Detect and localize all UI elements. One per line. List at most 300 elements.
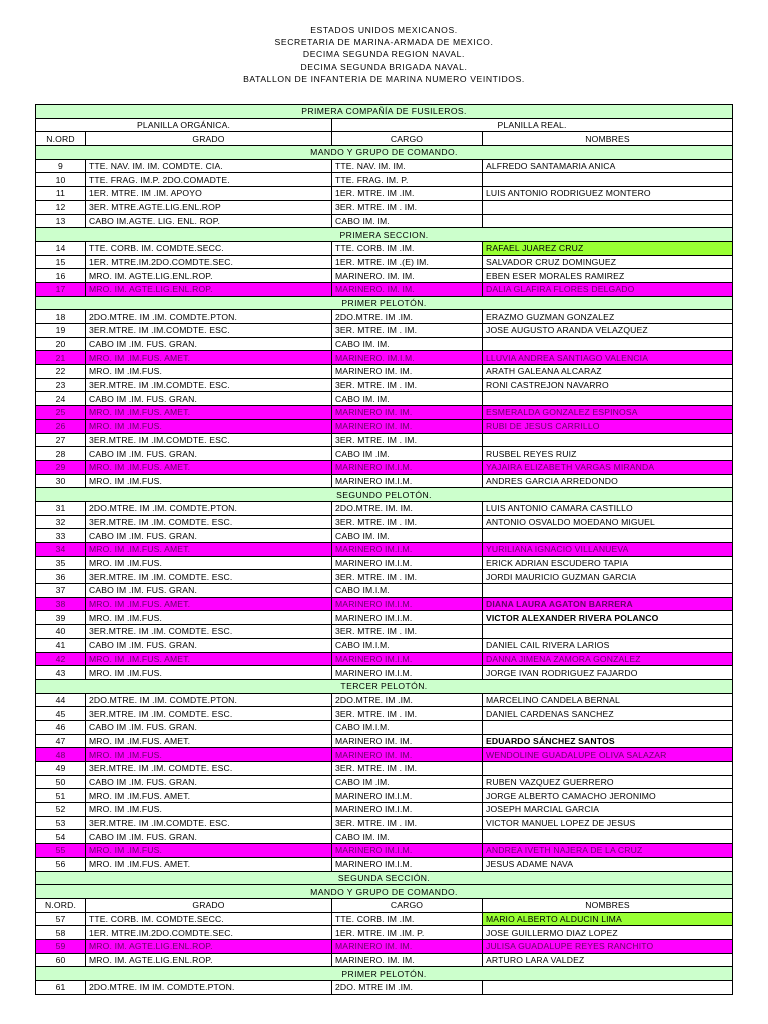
cell-nord: 17 (36, 282, 86, 296)
cell-nord: 57 (36, 912, 86, 926)
cell-nord: 51 (36, 789, 86, 803)
col-header-nombres: NOMBRES (483, 898, 733, 912)
cell-nord: 13 (36, 214, 86, 228)
cell-nombre: JORDI MAURICIO GUZMAN GARCIA (483, 570, 733, 584)
cell-nord: 52 (36, 803, 86, 817)
table-row (36, 556, 733, 570)
table-row (36, 734, 733, 748)
cell-grado: 3ER.MTRE. IM .IM.COMDTE. ESC. (86, 324, 332, 338)
header-line: DECIMA SEGUNDA REGION NAVAL. (302, 49, 466, 60)
cell-nord: 19 (36, 324, 86, 338)
column-header-row (36, 132, 733, 146)
cell-cargo: CABO IM. IM. (332, 830, 483, 844)
cell-grado: 3ER.MTRE. IM .IM. COMDTE. ESC. (86, 625, 332, 639)
cell-nord: 45 (36, 707, 86, 721)
cell-cargo: MARINERO IM.I.M. (332, 789, 483, 803)
cell-nombre: DIANA LAURA AGATON BARRERA (483, 597, 733, 611)
col-header-nord: N.ORD (36, 132, 86, 146)
cell-nombre: ALFREDO SANTAMARIA ANICA (483, 159, 733, 173)
cell-cargo: 1ER. MTRE. IM .IM. (332, 187, 483, 201)
table-row (36, 584, 733, 598)
cell-nord: 54 (36, 830, 86, 844)
cell-grado: 3ER.MTRE. IM .IM. COMDTE. ESC. (86, 515, 332, 529)
cell-grado: 3ER.MTRE. IM .IM.COMDTE. ESC. (86, 816, 332, 830)
table-row (36, 378, 733, 392)
table-row (36, 543, 733, 557)
header-line: SECRETARIA DE MARINA-ARMADA DE MEXICO. (274, 37, 494, 48)
cell-grado: 1ER. MTRE.IM.2DO.COMDTE.SEC. (86, 926, 332, 940)
cell-nord: 42 (36, 652, 86, 666)
cell-nord: 43 (36, 666, 86, 680)
col-header-grado: GRADO (86, 132, 332, 146)
cell-nombre (483, 584, 733, 598)
cell-nombre: EDUARDO SÁNCHEZ SANTOS (483, 734, 733, 748)
cell-grado: CABO IM .IM. FUS. GRAN. (86, 447, 332, 461)
cell-grado: MRO. IM. AGTE.LIG.ENL.ROP. (86, 269, 332, 283)
cell-grado: 1ER. MTRE. IM .IM. APOYO (86, 187, 332, 201)
cell-grado: CABO IM .IM. FUS. GRAN. (86, 720, 332, 734)
table-row (36, 269, 733, 283)
cell-nord: 16 (36, 269, 86, 283)
cell-cargo: MARINERO IM.I.M. (332, 857, 483, 871)
table-row (36, 529, 733, 543)
table-row (36, 501, 733, 515)
cell-grado: 2DO.MTRE. IM .IM. COMDTE.PTON. (86, 310, 332, 324)
section-header-row (36, 871, 733, 885)
col-header-nombres: NOMBRES (483, 132, 733, 146)
cell-cargo: MARINERO. IM. IM. (332, 953, 483, 967)
cell-nord: 56 (36, 857, 86, 871)
cell-grado: 3ER.MTRE. IM .IM. COMDTE. ESC. (86, 707, 332, 721)
cell-grado: 2DO.MTRE. IM IM. COMDTE.PTON. (86, 981, 332, 995)
cell-nord: 21 (36, 351, 86, 365)
cell-nord: 11 (36, 187, 86, 201)
cell-nord: 49 (36, 762, 86, 776)
cell-nombre: JOSEPH MARCIAL GARCIA (483, 803, 733, 817)
table-row (36, 775, 733, 789)
cell-nombre: ERICK ADRIAN ESCUDERO TAPIA (483, 556, 733, 570)
cell-cargo: MARINERO IM.I.M. (332, 844, 483, 858)
cell-nord: 46 (36, 720, 86, 734)
table-row (36, 433, 733, 447)
cell-nord: 39 (36, 611, 86, 625)
cell-nombre (483, 529, 733, 543)
cell-grado: MRO. IM .IM.FUS. AMET. (86, 543, 332, 557)
table-row (36, 816, 733, 830)
cell-grado: MRO. IM. AGTE.LIG.ENL.ROP. (86, 953, 332, 967)
cell-cargo: MARINERO IM. IM. (332, 939, 483, 953)
table-row (36, 241, 733, 255)
table-row (36, 282, 733, 296)
cell-grado: 2DO.MTRE. IM .IM. COMDTE.PTON. (86, 693, 332, 707)
section-header-row (36, 146, 733, 160)
cell-nombre (483, 214, 733, 228)
cell-nord: 26 (36, 419, 86, 433)
cell-nombre: LUIS ANTONIO RODRIGUEZ MONTERO (483, 187, 733, 201)
table-row (36, 200, 733, 214)
cell-nord: 37 (36, 584, 86, 598)
section-header-row (36, 885, 733, 899)
section-title: PRIMER PELOTÓN. (36, 296, 733, 310)
cell-grado: MRO. IM .IM.FUS. AMET. (86, 734, 332, 748)
section-title: TERCER PELOTÓN. (36, 679, 733, 693)
cell-grado: CABO IM .IM. FUS. GRAN. (86, 775, 332, 789)
cell-nord: 28 (36, 447, 86, 461)
cell-grado: TTE. CORB. IM. COMDTE.SECC. (86, 241, 332, 255)
cell-nombre: YAJAIRA ELIZABETH VARGAS MIRANDA (483, 460, 733, 474)
cell-nombre (483, 200, 733, 214)
document-header (0, 24, 768, 85)
table-row (36, 351, 733, 365)
section-title: SEGUNDA SECCIÓN. (36, 871, 733, 885)
cell-nombre: YURILIANA IGNACIO VILLANUEVA (483, 543, 733, 557)
cell-grado: 3ER.MTRE. IM .IM. COMDTE. ESC. (86, 570, 332, 584)
table-row (36, 803, 733, 817)
table-row (36, 597, 733, 611)
cell-nombre (483, 720, 733, 734)
section-title: SEGUNDO PELOTÓN. (36, 488, 733, 502)
section-title: PRIMER PELOTÓN. (36, 967, 733, 981)
roster-table (35, 104, 733, 995)
plantilla-real-label: PLANILLA REAL. (332, 118, 733, 132)
section-title: MANDO Y GRUPO DE COMANDO. (36, 885, 733, 899)
header-line: DECIMA SEGUNDA BRIGADA NAVAL. (300, 61, 468, 72)
cell-nombre: DANNA JIMENA ZAMORA GONZALEZ (483, 652, 733, 666)
cell-grado: MRO. IM .IM.FUS. (86, 556, 332, 570)
col-header-nord: N.ORD. (36, 898, 86, 912)
table-row (36, 762, 733, 776)
cell-nombre: RUBI DE JESUS CARRILLO (483, 419, 733, 433)
roster-body (36, 105, 733, 995)
cell-nombre: JULISA GUADALUPE REYES RANCHITO (483, 939, 733, 953)
cell-nombre (483, 392, 733, 406)
table-row (36, 324, 733, 338)
cell-cargo: MARINERO IM. IM. (332, 419, 483, 433)
cell-nombre: JOSE GUILLERMO DIAZ LOPEZ (483, 926, 733, 940)
table-row (36, 981, 733, 995)
cell-nord: 31 (36, 501, 86, 515)
cell-grado: MRO. IM .IM.FUS. (86, 419, 332, 433)
cell-cargo: CABO IM. IM. (332, 214, 483, 228)
cell-nombre: RONI CASTREJON NAVARRO (483, 378, 733, 392)
section-header-row (36, 228, 733, 242)
table-row (36, 789, 733, 803)
cell-cargo: 3ER. MTRE. IM . IM. (332, 816, 483, 830)
table-row (36, 693, 733, 707)
cell-nombre: JORGE ALBERTO CAMACHO JERONIMO (483, 789, 733, 803)
cell-cargo: MARINERO. IM. IM. (332, 269, 483, 283)
cell-cargo: 3ER. MTRE. IM . IM. (332, 625, 483, 639)
cell-cargo: CABO IM. IM. (332, 337, 483, 351)
cell-nombre: DALIA GLAFIRA FLORES DELGADO (483, 282, 733, 296)
section-title: PRIMERA SECCION. (36, 228, 733, 242)
cell-cargo: CABO IM .IM. (332, 775, 483, 789)
plantilla-organica-label: PLANILLA ORGÁNICA. (36, 118, 332, 132)
cell-grado: MRO. IM .IM.FUS. (86, 844, 332, 858)
cell-nord: 15 (36, 255, 86, 269)
header-line: ESTADOS UNIDOS MEXICANOS. (310, 25, 458, 35)
cell-nombre: VICTOR MANUEL LOPEZ DE JESUS (483, 816, 733, 830)
cell-nord: 61 (36, 981, 86, 995)
table-row (36, 857, 733, 871)
cell-nord: 60 (36, 953, 86, 967)
header-line: BATALLON DE INFANTERIA DE MARINA NUMERO VEINTIDOS. (243, 73, 525, 84)
cell-cargo: CABO IM.I.M. (332, 638, 483, 652)
cell-cargo: CABO IM.I.M. (332, 584, 483, 598)
cell-nord: 58 (36, 926, 86, 940)
cell-grado: CABO IM .IM. FUS. GRAN. (86, 584, 332, 598)
cell-grado: CABO IM .IM. FUS. GRAN. (86, 392, 332, 406)
cell-nombre: ANTONIO OSVALDO MOEDANO MIGUEL (483, 515, 733, 529)
table-row (36, 419, 733, 433)
cell-cargo: MARINERO IM.I.M. (332, 803, 483, 817)
cell-grado: CABO IM.AGTE. LIG. ENL. ROP. (86, 214, 332, 228)
column-header-row (36, 898, 733, 912)
cell-cargo: 3ER. MTRE. IM . IM. (332, 515, 483, 529)
cell-cargo: MARINERO IM.I.M. (332, 666, 483, 680)
section-header-row (36, 105, 733, 119)
cell-nombre: DANIEL CAIL RIVERA LARIOS (483, 638, 733, 652)
cell-grado: TTE. NAV. IM. IM. COMDTE. CIA. (86, 159, 332, 173)
section-header-row (36, 488, 733, 502)
table-row (36, 214, 733, 228)
cell-nombre: MARCELINO CANDELA BERNAL (483, 693, 733, 707)
table-row (36, 926, 733, 940)
cell-nord: 38 (36, 597, 86, 611)
cell-nombre (483, 762, 733, 776)
cell-cargo: MARINERO IM. IM. (332, 365, 483, 379)
cell-cargo: MARINERO IM.I.M. (332, 652, 483, 666)
table-row (36, 515, 733, 529)
cell-nord: 41 (36, 638, 86, 652)
cell-nord: 44 (36, 693, 86, 707)
cell-cargo: 3ER. MTRE. IM . IM. (332, 707, 483, 721)
table-row (36, 570, 733, 584)
cell-nord: 40 (36, 625, 86, 639)
section-header-row (36, 296, 733, 310)
cell-cargo: MARINERO IM. IM. (332, 406, 483, 420)
cell-cargo: MARINERO IM.I.M. (332, 611, 483, 625)
cell-nombre: RAFAEL JUAREZ CRUZ (483, 241, 733, 255)
cell-cargo: CABO IM.I.M. (332, 720, 483, 734)
cell-grado: CABO IM .IM. FUS. GRAN. (86, 638, 332, 652)
table-row (36, 625, 733, 639)
cell-cargo: 2DO. MTRE IM .IM. (332, 981, 483, 995)
cell-nombre: ARATH GALEANA ALCARAZ (483, 365, 733, 379)
cell-cargo: 3ER. MTRE. IM . IM. (332, 570, 483, 584)
cell-nord: 14 (36, 241, 86, 255)
cell-nord: 32 (36, 515, 86, 529)
cell-nord: 33 (36, 529, 86, 543)
cell-cargo: MARINERO IM.I.M. (332, 597, 483, 611)
section-title: MANDO Y GRUPO DE COMANDO. (36, 146, 733, 160)
cell-grado: MRO. IM .IM.FUS. (86, 611, 332, 625)
section-header-row (36, 679, 733, 693)
cell-cargo: MARINERO IM.I.M. (332, 474, 483, 488)
cell-nombre: MARIO ALBERTO ALDUCIN LIMA (483, 912, 733, 926)
cell-nombre: SALVADOR CRUZ DOMINGUEZ (483, 255, 733, 269)
cell-nord: 36 (36, 570, 86, 584)
cell-cargo: TTE. NAV. IM. IM. (332, 159, 483, 173)
table-row (36, 652, 733, 666)
cell-nombre: JOSE AUGUSTO ARANDA VELAZQUEZ (483, 324, 733, 338)
cell-cargo: CABO IM .IM. (332, 447, 483, 461)
cell-cargo: 3ER. MTRE. IM . IM. (332, 378, 483, 392)
section-title: PRIMERA COMPAÑÍA DE FUSILEROS. (36, 105, 733, 119)
cell-grado: 3ER. MTRE.AGTE.LIG.ENL.ROP (86, 200, 332, 214)
cell-grado: MRO. IM .IM.FUS. AMET. (86, 351, 332, 365)
cell-nombre (483, 337, 733, 351)
cell-nombre: ESMERALDA GONZALEZ ESPINOSA (483, 406, 733, 420)
cell-nord: 30 (36, 474, 86, 488)
cell-grado: TTE. FRAG. IM.P. 2DO.COMADTE. (86, 173, 332, 187)
cell-nord: 12 (36, 200, 86, 214)
cell-nord: 27 (36, 433, 86, 447)
cell-cargo: 3ER. MTRE. IM . IM. (332, 433, 483, 447)
cell-grado: MRO. IM .IM.FUS. (86, 474, 332, 488)
cell-nord: 59 (36, 939, 86, 953)
cell-nombre: LUIS ANTONIO CAMARA CASTILLO (483, 501, 733, 515)
cell-cargo: 1ER. MTRE. IM .(E) IM. (332, 255, 483, 269)
table-row (36, 310, 733, 324)
plantilla-row (36, 118, 733, 132)
table-row (36, 638, 733, 652)
cell-nombre: ERAZMO GUZMAN GONZALEZ (483, 310, 733, 324)
table-row (36, 187, 733, 201)
cell-nombre: RUBEN VAZQUEZ GUERRERO (483, 775, 733, 789)
table-row (36, 392, 733, 406)
cell-nombre: WENDOLINE GUADALUPE OLIVA SALAZAR (483, 748, 733, 762)
cell-nombre: RUSBEL REYES RUIZ (483, 447, 733, 461)
table-row (36, 365, 733, 379)
cell-grado: MRO. IM. AGTE.LIG.ENL.ROP. (86, 282, 332, 296)
cell-nord: 9 (36, 159, 86, 173)
cell-nord: 55 (36, 844, 86, 858)
cell-nombre: ANDREA IVETH NAJERA DE LA CRUZ (483, 844, 733, 858)
cell-cargo: TTE. CORB. IM .IM. (332, 912, 483, 926)
cell-cargo: MARINERO IM.I.M. (332, 556, 483, 570)
cell-nombre: EBEN ESER MORALES RAMIREZ (483, 269, 733, 283)
cell-nombre: ARTURO LARA VALDEZ (483, 953, 733, 967)
cell-grado: MRO. IM .IM.FUS. AMET. (86, 652, 332, 666)
section-header-row (36, 967, 733, 981)
table-row (36, 337, 733, 351)
table-row (36, 844, 733, 858)
cell-grado: MRO. IM .IM.FUS. AMET. (86, 857, 332, 871)
cell-grado: MRO. IM .IM.FUS. AMET. (86, 460, 332, 474)
table-row (36, 447, 733, 461)
cell-grado: 1ER. MTRE.IM.2DO.COMDTE.SEC. (86, 255, 332, 269)
table-row (36, 707, 733, 721)
table-row (36, 611, 733, 625)
cell-cargo: CABO IM. IM. (332, 529, 483, 543)
cell-grado: 3ER.MTRE. IM .IM. COMDTE. ESC. (86, 762, 332, 776)
cell-grado: MRO. IM .IM.FUS. AMET. (86, 597, 332, 611)
cell-grado: CABO IM .IM. FUS. GRAN. (86, 529, 332, 543)
cell-cargo: MARINERO IM. IM. (332, 734, 483, 748)
cell-nord: 24 (36, 392, 86, 406)
cell-cargo: 3ER. MTRE. IM . IM. (332, 762, 483, 776)
cell-grado: MRO. IM .IM.FUS. (86, 365, 332, 379)
cell-cargo: TTE. CORB. IM .IM. (332, 241, 483, 255)
cell-nord: 29 (36, 460, 86, 474)
table-row (36, 748, 733, 762)
cell-nord: 35 (36, 556, 86, 570)
cell-cargo: 3ER. MTRE. IM . IM. (332, 200, 483, 214)
cell-cargo: 2DO.MTRE. IM .IM. (332, 310, 483, 324)
cell-cargo: MARINERO IM.I.M. (332, 460, 483, 474)
cell-cargo: MARINERO IM.I.M. (332, 543, 483, 557)
cell-nord: 34 (36, 543, 86, 557)
cell-cargo: MARINERO IM. IM. (332, 748, 483, 762)
cell-nord: 47 (36, 734, 86, 748)
col-header-cargo: CARGO (332, 132, 483, 146)
cell-grado: MRO. IM .IM.FUS. (86, 748, 332, 762)
table-row (36, 159, 733, 173)
table-row (36, 953, 733, 967)
cell-cargo: 3ER. MTRE. IM . IM. (332, 324, 483, 338)
cell-cargo: 2DO.MTRE. IM .IM. (332, 693, 483, 707)
table-row (36, 666, 733, 680)
table-row (36, 173, 733, 187)
cell-nombre: LLUVIA ANDREA SANTIAGO VALENCIA (483, 351, 733, 365)
cell-nombre (483, 625, 733, 639)
cell-nord: 20 (36, 337, 86, 351)
table-row (36, 255, 733, 269)
cell-grado: CABO IM .IM. FUS. GRAN. (86, 830, 332, 844)
cell-grado: 3ER.MTRE. IM .IM.COMDTE. ESC. (86, 433, 332, 447)
cell-nombre (483, 830, 733, 844)
table-row (36, 939, 733, 953)
cell-nombre (483, 981, 733, 995)
table-row (36, 406, 733, 420)
cell-grado: 3ER.MTRE. IM .IM.COMDTE. ESC. (86, 378, 332, 392)
cell-nombre: JORGE IVAN RODRIGUEZ FAJARDO (483, 666, 733, 680)
cell-grado: MRO. IM .IM.FUS. AMET. (86, 406, 332, 420)
cell-nombre (483, 433, 733, 447)
table-row (36, 460, 733, 474)
cell-grado: CABO IM .IM. FUS. GRAN. (86, 337, 332, 351)
cell-nord: 18 (36, 310, 86, 324)
cell-grado: MRO. IM .IM.FUS. AMET. (86, 789, 332, 803)
cell-nord: 53 (36, 816, 86, 830)
cell-nord: 10 (36, 173, 86, 187)
table-row (36, 912, 733, 926)
cell-cargo: TTE. FRAG. IM. P. (332, 173, 483, 187)
cell-nord: 50 (36, 775, 86, 789)
cell-nombre (483, 173, 733, 187)
table-row (36, 720, 733, 734)
cell-nombre: VICTOR ALEXANDER RIVERA POLANCO (483, 611, 733, 625)
cell-nord: 48 (36, 748, 86, 762)
cell-cargo: MARINERO. IM. IM. (332, 282, 483, 296)
cell-grado: MRO. IM .IM.FUS. (86, 666, 332, 680)
cell-grado: MRO. IM. AGTE.LIG.ENL.ROP. (86, 939, 332, 953)
cell-cargo: MARINERO. IM.I.M. (332, 351, 483, 365)
cell-cargo: 2DO.MTRE. IM. IM. (332, 501, 483, 515)
cell-nombre: JESUS ADAME NAVA (483, 857, 733, 871)
cell-nombre: DANIEL CARDENAS SANCHEZ (483, 707, 733, 721)
cell-nord: 23 (36, 378, 86, 392)
cell-nombre: ANDRES GARCIA ARREDONDO (483, 474, 733, 488)
cell-cargo: 1ER. MTRE. IM .IM. P. (332, 926, 483, 940)
cell-nord: 25 (36, 406, 86, 420)
cell-nord: 22 (36, 365, 86, 379)
table-row (36, 830, 733, 844)
cell-grado: MRO. IM .IM.FUS. (86, 803, 332, 817)
col-header-grado: GRADO (86, 898, 332, 912)
cell-cargo: CABO IM. IM. (332, 392, 483, 406)
